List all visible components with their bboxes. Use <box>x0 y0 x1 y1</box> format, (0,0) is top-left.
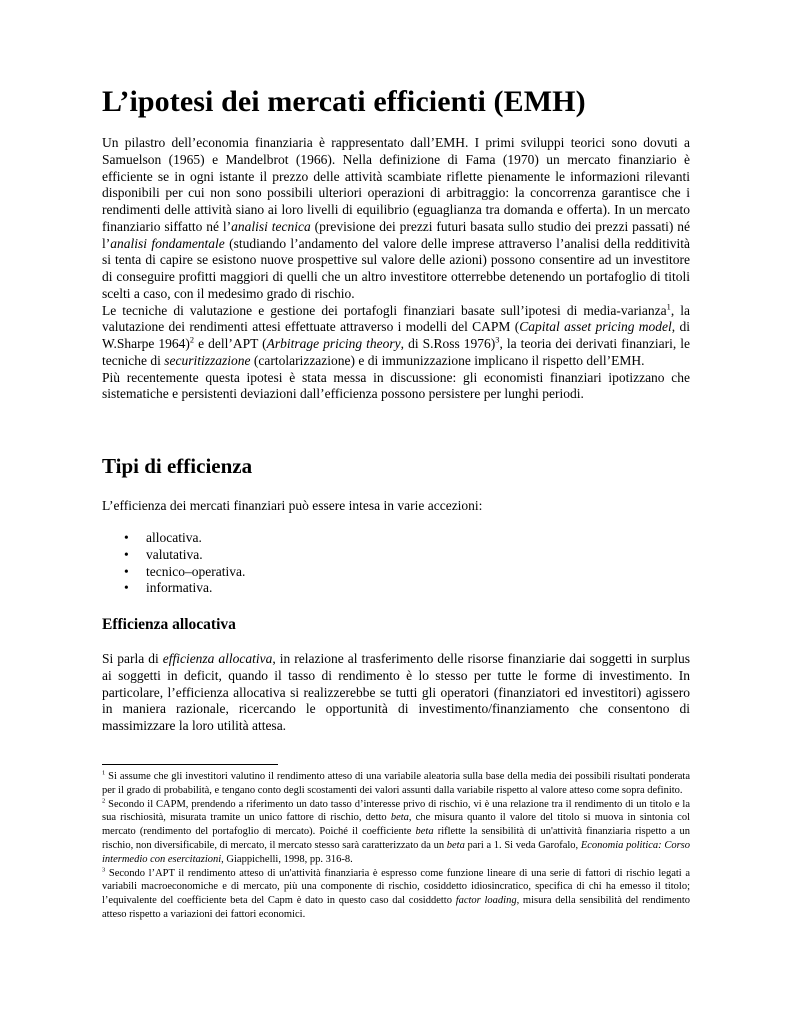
footnote-number: 1 <box>102 769 106 777</box>
footnote-1 <box>102 770 690 798</box>
footnote-3 <box>102 867 690 922</box>
text-run: , la valutazione dei rendimenti attesi effettuate attraverso i modelli del CAPM ( <box>102 302 690 335</box>
allocative-paragraph <box>102 651 690 735</box>
section-heading-tipi: Tipi di efficienza <box>102 454 253 478</box>
footnote-2 <box>102 798 690 867</box>
text-run: (studiando l’andamento del valore delle imprese attraverso l’analisi della redditività si tenta di capire se esistono nuove prospettive sul valore delle azioni) possono consentire ad un investitore di conseguire profitti maggiori di quelli che un altro investitore otterrebbe detenendo un portafoglio di titoli scelti a caso, con il medesimo grado di rischio. <box>102 235 690 301</box>
text-run: (cartolarizzazione) e di immunizzazione implicano il rispetto dell’EMH. <box>250 352 645 368</box>
emphasis-book-title: Economia politica: Corso intermedio con esercitazioni <box>102 839 690 865</box>
intro-paragraph-3: Più recentemente questa ipotesi è stata messa in discussione: gli economisti finanziari ipotizzano che sistematiche e persistenti deviazioni dall’efficienza possono persistere per lunghi periodi. <box>102 369 690 402</box>
text-run: , di S.Ross 1976) <box>400 336 496 351</box>
emphasis-factor-loading: factor loading <box>455 895 517 907</box>
footnote-text: Secondo il CAPM, prendendo a riferimento un dato tasso d’interesse privo di rischio, vi è una relazione tra il rendimento di un titolo e la sua rischiosità, misurata tramite un unico fattore di rischio, detto <box>102 798 690 824</box>
footnote-text: riflette la sensibilità di un'attività finanziaria rispetto a un rischio, non diversificabile, di mercato, il mercato stesso sarà caratterizzato da un <box>102 826 690 851</box>
text-run: (previsione dei prezzi futuri basata sullo studio dei prezzi passati) né l’ <box>102 218 691 251</box>
footnote-text: Secondo l’APT il rendimento atteso di un'attività finanziaria è espresso come funzione lineare di una serie di fattori di rischio legati a variabili macroeconomiche e di mercato, più una componente di rischio, cosiddetto idiosincratico, specifica di chi ha emesso il titolo; l’equivalente del coefficiente beta del Capm è dato in questo caso dal cosiddetto <box>102 867 690 907</box>
text-run: Un pilastro dell’economia finanziaria è rappresentato dall’EMH. I primi sviluppi teorici sono dovuti a Samuelson (1965) e Mandelbrot (1966). Nella definizione di Fama (1970) un mercato finanziario è efficiente se in ogni istante il prezzo delle attività scambiate riflette pienamente le informazioni rilevanti disponibili per cui non sono possibili ulteriori operazioni di arbitraggio: la concorrenza garantisce che i rendimenti delle attività siano ai loro livelli di equilibrio (eguaglianza tra domanda e offerta). In un mercato finanziario siffatto né l’ <box>102 135 690 234</box>
document-title: L’ipotesi dei mercati efficienti (EMH) <box>102 85 586 118</box>
footnote-text: pari a 1. Si veda Garofalo, <box>464 839 581 851</box>
list-item-label: allocativa. <box>146 530 202 545</box>
intro-section <box>102 135 690 403</box>
footnote-text: , Giappichelli, 1998, pp. 316-8. <box>221 853 353 865</box>
text-run: e dell’APT ( <box>194 336 267 351</box>
subsection-heading-allocativa: Efficienza allocativa <box>102 616 236 633</box>
list-item-label: valutativa. <box>146 546 203 562</box>
text-run: Si parla di <box>102 651 163 666</box>
text-run: , la teoria dei derivati finanziari, le tecniche di <box>102 336 690 368</box>
footnote-text: Si assume che gli investitori valutino il rendimento atteso di una variabile aleatoria sulla base della media dei possibili risultati ponderata per il grado di probabilità, e tengano conto degli scostamenti dei valori assunti dalla variabile rispetto al valore atteso come sopra definito. <box>102 771 690 796</box>
bullet-icon: • <box>124 530 129 545</box>
footnote-ref-1[interactable]: 1 <box>666 302 671 311</box>
footnote-ref-2[interactable]: 2 <box>189 335 195 345</box>
emphasis-beta: beta <box>415 826 434 838</box>
footnote-text: , misura della sensibilità del rendimento atteso rispetto a variazioni dei fattori economici. <box>102 895 690 920</box>
emphasis-securitizzazione: securitizzazione <box>164 352 251 368</box>
types-intro: L’efficienza dei mercati finanziari può essere intesa in varie accezioni: <box>102 498 483 513</box>
text-run: , in relazione al trasferimento delle risorse finanziarie dai soggetti in surplus ai soggetti in deficit, quando il tasso di rendimento è lo stesso per tutte le forme di investimento. In particolare, l’efficienza allocativa si realizzerebbe se tutti gli operatori (finanziatori ed investitori) agissero in maniera razionale, ricercando le opportunità di investimento/finanziamento che consentono di massimizzare la loro utilità attesa. <box>102 651 690 733</box>
list-item-label: informativa. <box>146 580 213 596</box>
footnote-divider <box>102 764 278 765</box>
emphasis-beta: beta <box>446 839 465 851</box>
list-item <box>102 564 245 581</box>
emphasis-analisi-tecnica: analisi tecnica <box>231 218 311 234</box>
list-item <box>102 530 245 547</box>
bullet-icon: • <box>124 580 129 596</box>
emphasis-efficienza-allocativa: efficienza allocativa <box>162 651 273 666</box>
text-run: , di W.Sharpe 1964) <box>102 319 690 351</box>
footnote-text: , che misura quanto il valore del titolo si muova in sintonia col mercato (rendimento del portafoglio di mercato). Poiché il coefficiente <box>102 812 690 838</box>
intro-paragraph-1 <box>102 135 690 303</box>
bullet-icon: • <box>124 563 129 579</box>
text-run: Le tecniche di valutazione e gestione dei portafogli finanziari basate sull’ipotesi di media-varianza <box>102 302 667 318</box>
list-item-label: tecnico–operativa. <box>146 563 246 579</box>
bullet-icon: • <box>124 546 129 562</box>
emphasis-beta: beta <box>390 812 409 824</box>
footnote-ref-3[interactable]: 3 <box>495 335 500 345</box>
footnotes <box>102 770 690 922</box>
footnote-number: 3 <box>102 866 106 874</box>
emphasis-analisi-fondamentale: analisi fondamentale <box>110 235 225 251</box>
list-item <box>102 547 245 564</box>
list-item <box>102 580 245 597</box>
emphasis-capm: Capital asset pricing model <box>519 319 672 335</box>
efficiency-types-list <box>102 530 245 597</box>
emphasis-apt: Arbitrage pricing theory <box>266 336 401 351</box>
intro-paragraph-2 <box>102 303 690 370</box>
footnote-number: 2 <box>102 797 106 805</box>
